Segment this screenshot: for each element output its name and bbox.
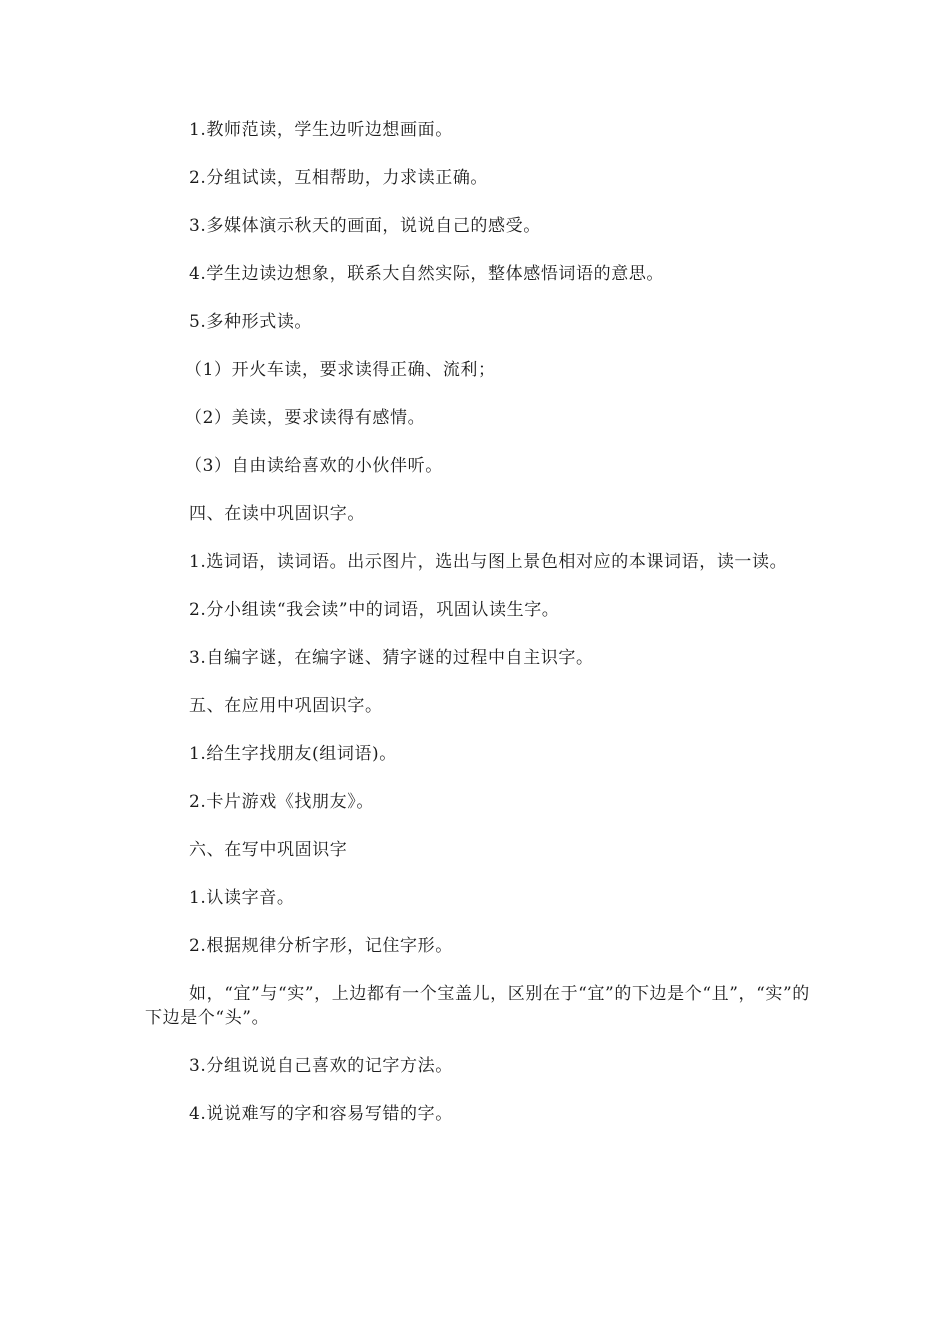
- paragraph-6-3: 3.分组说说自己喜欢的记字方法。: [189, 1056, 453, 1076]
- paragraph-5-2: 2.卡片游戏《找朋友》。: [189, 792, 374, 812]
- paragraph-6-4: 4.说说难写的字和容易写错的字。: [189, 1104, 453, 1124]
- section-heading-6: 六、在写中巩固识字: [189, 840, 348, 860]
- paragraph-4-3: 3.自编字谜，在编字谜、猜字谜的过程中自主识字。: [189, 648, 594, 668]
- paragraph-6-1: 1.认读字音。: [189, 888, 295, 908]
- paragraph-step-5: 5.多种形式读。: [189, 312, 313, 332]
- paragraph-4-1: 1.选词语，读词语。出示图片，选出与图上景色相对应的本课词语，读一读。: [189, 552, 788, 572]
- paragraph-sub-3: （3）自由读给喜欢的小伙伴听。: [185, 456, 443, 476]
- paragraph-6-example: 如，“宜”与“实”，上边都有一个宝盖儿，区别在于“宜”的下边是个“且”，“实”的下边是个“头”。: [145, 984, 810, 1028]
- paragraph-5-1: 1.给生字找朋友(组词语)。: [189, 744, 397, 764]
- paragraph-step-4: 4.学生边读边想象，联系大自然实际，整体感悟词语的意思。: [189, 264, 665, 284]
- paragraph-step-2: 2.分组试读，互相帮助，力求读正确。: [189, 168, 489, 188]
- paragraph-sub-1: （1）开火车读，要求读得正确、流利；: [185, 360, 496, 380]
- paragraph-4-2: 2.分小组读“我会读”中的词语，巩固认读生字。: [189, 600, 560, 620]
- section-heading-5: 五、在应用中巩固识字。: [189, 696, 383, 716]
- paragraph-6-2: 2.根据规律分析字形，记住字形。: [189, 936, 453, 956]
- document-body: [145, 118, 810, 1150]
- paragraph-step-3: 3.多媒体演示秋天的画面，说说自己的感受。: [189, 216, 541, 236]
- paragraph-sub-2: （2）美读，要求读得有感情。: [185, 408, 426, 428]
- paragraph-step-1: 1.教师范读，学生边听边想画面。: [189, 120, 453, 140]
- section-heading-4: 四、在读中巩固识字。: [189, 504, 365, 524]
